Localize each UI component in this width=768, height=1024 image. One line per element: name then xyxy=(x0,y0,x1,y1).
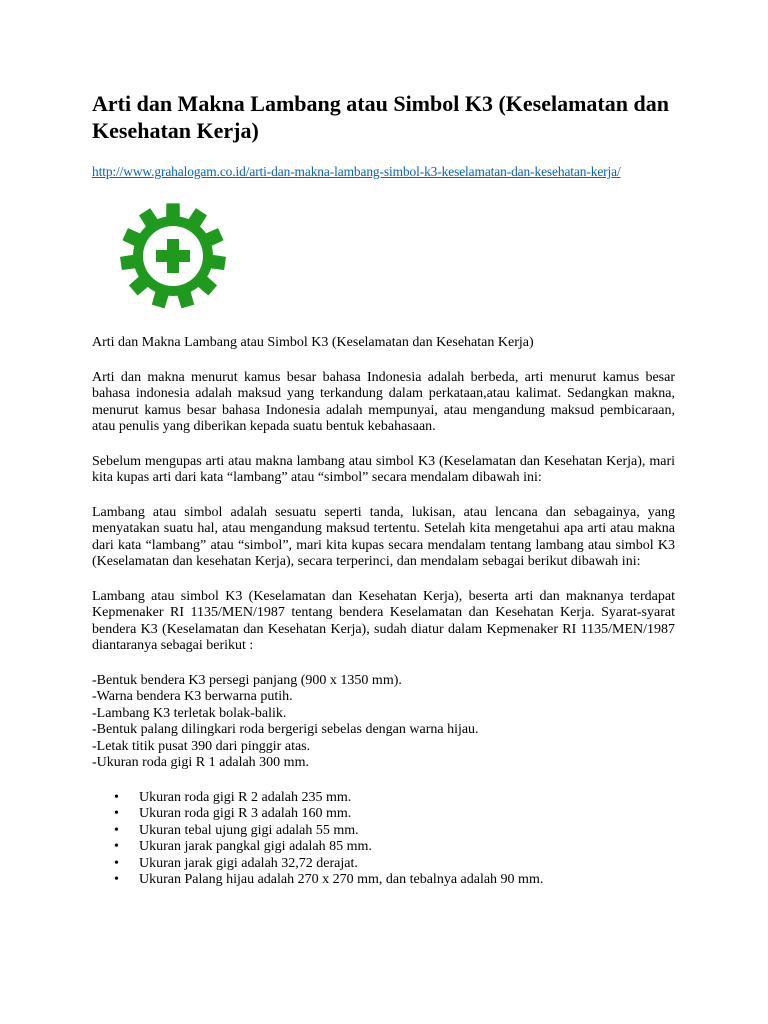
document-content xyxy=(92,90,675,889)
list-item: -Letak titik pusat 390 dari pinggir atas. xyxy=(92,738,311,754)
bullet-text: Ukuran Palang hijau adalah 270 x 270 mm, dan tebalnya adalah 90 mm. xyxy=(139,872,544,887)
list-item: -Ukuran roda gigi R 1 adalah 300 mm. xyxy=(92,755,309,770)
requirements-list xyxy=(92,673,675,772)
bullet-text: Ukuran jarak pangkal gigi adalah 85 mm. xyxy=(139,839,372,854)
bullet-item xyxy=(92,856,675,873)
k3-gear-cross-icon xyxy=(118,201,228,311)
bullet-text: Ukuran roda gigi R 3 adalah 160 mm. xyxy=(139,806,352,821)
bullet-text: Ukuran jarak gigi adalah 32,72 derajat. xyxy=(139,855,358,871)
paragraph-4: Lambang atau simbol K3 (Keselamatan dan Kesehatan Kerja), beserta arti dan maknanya terdapat Kepmenaker RI 1135/MEN/1987 tentang bendera Keselamatan dan Kesehatan Kerja. Syarat-syarat bendera K3 (Keselamatan dan Kesehatan Kerja), sudah diatur dalam Kepmenaker RI 1135/MEN/1987 diantaranya sebagai berikut : xyxy=(92,588,675,653)
bullet-item xyxy=(92,839,675,856)
section-subtitle: Arti dan Makna Lambang atau Simbol K3 (Keselamatan dan Kesehatan Kerja) xyxy=(92,335,534,350)
bullet-text: Ukuran roda gigi R 2 adalah 235 mm. xyxy=(139,789,352,805)
bullet-item xyxy=(92,872,675,889)
bullet-list xyxy=(92,790,675,889)
bullet-icon: • xyxy=(114,789,119,805)
source-link[interactable]: http://www.grahalogam.co.id/arti-dan-makna-lambang-simbol-k3-keselamatan-dan-kesehatan-kerja/ xyxy=(92,164,621,179)
list-item: -Bentuk palang dilingkari roda bergerigi sebelas dengan warna hijau. xyxy=(92,722,479,737)
bullet-item xyxy=(92,790,675,807)
bullet-icon: • xyxy=(114,872,119,887)
paragraph-1: Arti dan makna menurut kamus besar bahasa Indonesia adalah berbeda, arti menurut kamus besar bahasa indonesia adalah maksud yang terkandung dalam perkataan,atau kalimat. Sedangkan makna, menurut kamus besar bahasa Indonesia adalah mempunyai, atau mengandung maksud pembicaraan, atau penulis yang diberikan kepada suatu bentuk kebahasaan. xyxy=(92,369,675,434)
paragraph-2: Sebelum mengupas arti atau makna lambang atau simbol K3 (Keselamatan dan Kesehatan Kerja), mari kita kupas arti dari kata “lambang” atau “simbol” secara mendalam dibawah ini: xyxy=(92,453,675,485)
list-item: -Bentuk bendera K3 persegi panjang (900 x 1350 mm). xyxy=(92,672,402,688)
bullet-icon: • xyxy=(114,806,119,821)
k3-logo xyxy=(118,201,228,311)
bullet-icon: • xyxy=(114,822,119,838)
list-item: -Lambang K3 terletak bolak-balik. xyxy=(92,705,287,721)
bullet-icon: • xyxy=(114,855,119,871)
bullet-icon: • xyxy=(114,839,119,854)
list-item: -Warna bendera K3 berwarna putih. xyxy=(92,689,293,704)
page-title: Arti dan Makna Lambang atau Simbol K3 (Keselamatan dan Kesehatan Kerja) xyxy=(92,91,669,143)
paragraph-3: Lambang atau simbol adalah sesuatu seperti tanda, lukisan, atau lencana dan sebagainya, yang menyatakan suatu hal, atau mengandung maksud tertentu. Setelah kita mengetahui apa arti atau makna dari kata “lambang” atau “simbol”, mari kita kupas secara mendalam tentang lambang atau simbol K3 (Keselamatan dan kesehatan Kerja), secara terperinci, dan mendalam sebagai berikut dibawah ini: xyxy=(92,504,675,569)
bullet-item xyxy=(92,823,675,840)
bullet-item xyxy=(92,806,675,823)
bullet-text: Ukuran tebal ujung gigi adalah 55 mm. xyxy=(139,822,359,838)
